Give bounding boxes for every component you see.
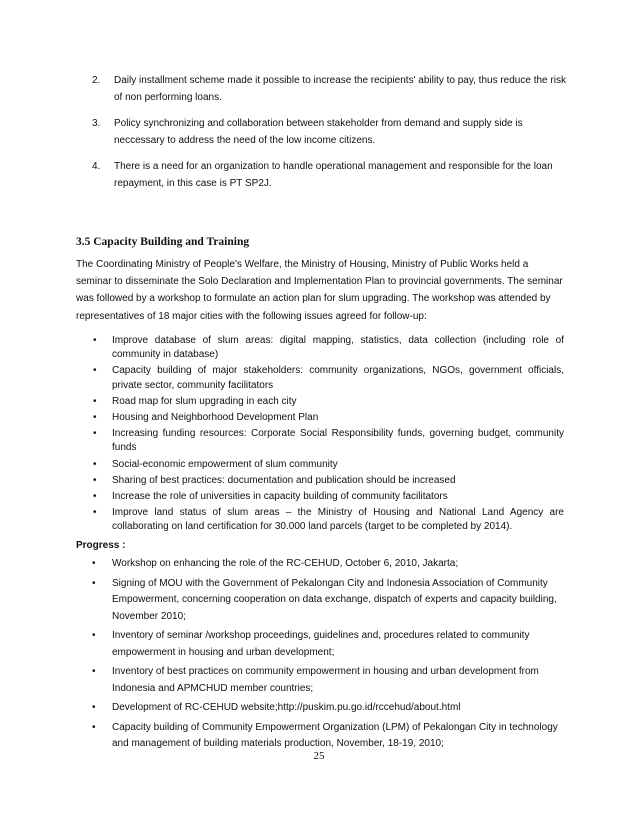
bullet-icon: • [93, 428, 97, 440]
bullet-item [92, 506, 564, 534]
bullet-icon: • [93, 474, 97, 486]
progress-item [92, 556, 562, 573]
bullet-item [92, 474, 564, 488]
bullet-text: Social-economic empowerment of slum community [112, 458, 338, 470]
progress-item [92, 700, 562, 717]
numbered-list [92, 72, 572, 201]
bullet-text: Increasing funding resources: Corporate Social Responsibility funds, governing budget, community funds [112, 428, 564, 454]
progress-text: Workshop on enhancing the role of the RC-CEHUD, October 6, 2010, Jakarta; [112, 558, 459, 569]
item-text: There is a need for an organization to handle operational management and responsible for the loan repayment, in this case is PT SP2J. [114, 161, 553, 189]
bullet-icon: • [93, 412, 97, 424]
bullet-item [92, 395, 564, 409]
progress-list [92, 556, 562, 756]
progress-text: Inventory of seminar /workshop proceedings, guidelines and, procedures related to community empowerment in housing and urban development; [112, 630, 530, 658]
section-heading: 3.5 Capacity Building and Training [76, 236, 250, 248]
bullet-text: Sharing of best practices: documentation and publication should be increased [112, 474, 456, 486]
bullet-text: Road map for slum upgrading in each city [112, 395, 297, 407]
bullet-text: Improve database of slum areas: digital mapping, statistics, data collection (including role of community in database) [112, 335, 564, 361]
numbered-item [92, 115, 572, 149]
bullet-icon: • [92, 630, 96, 641]
progress-item [92, 628, 562, 661]
bullet-item [92, 490, 564, 504]
progress-text: Development of RC-CEHUD website;http://puskim.pu.go.id/rccehud/about.html [112, 702, 461, 713]
bullet-text: Housing and Neighborhood Development Plan [112, 412, 319, 424]
bullet-item [92, 334, 564, 362]
progress-item [92, 664, 562, 697]
progress-item [92, 576, 562, 626]
progress-text: Signing of MOU with the Government of Pekalongan City and Indonesia Association of Community Empowerment, concerning cooperation on data exchange, dispatch of experts and capacity building, November 2010; [112, 577, 557, 622]
item-text: Policy synchronizing and collaboration between stakeholder from demand and supply side is neccessary to address the need of the low income citizens. [114, 118, 523, 146]
bullet-icon: • [93, 365, 97, 377]
item-number: 3. [92, 118, 101, 129]
bullet-item [92, 364, 564, 392]
numbered-item [92, 72, 572, 106]
bullet-icon: • [93, 458, 97, 470]
progress-heading: Progress : [76, 540, 126, 551]
bullet-icon: • [93, 335, 97, 346]
item-number: 4. [92, 161, 101, 172]
bullet-icon: • [92, 666, 96, 677]
bullet-icon: • [92, 702, 96, 713]
bullet-text: Improve land status of slum areas – the Ministry of Housing and National Land Agency are collaborating on land certification for 30.000 land parcels (target to be completed by 2014). [112, 507, 564, 533]
section-paragraph: The Coordinating Ministry of People's Welfare, the Ministry of Housing, Ministry of Public Works held a seminar to disseminate the Solo Declaration and Implementation Plan to provincial governments. The seminar was followed by a workshop to formulate an action plan for slum upgrading. The workshop was attended by representatives of 18 major cities with the following issues agreed for follow-up: [76, 259, 563, 322]
bullet-list [92, 334, 564, 537]
bullet-text: Capacity building of major stakeholders: community organizations, NGOs, government officials, private sector, community facilitators [112, 365, 564, 391]
numbered-item [92, 158, 572, 192]
progress-item [92, 720, 562, 753]
bullet-icon: • [92, 577, 96, 589]
bullet-icon: • [93, 395, 97, 407]
bullet-item [92, 411, 564, 425]
bullet-item [92, 427, 564, 455]
progress-text: Inventory of best practices on community empowerment in housing and urban development from Indonesia and APMCHUD member countries; [112, 666, 539, 694]
bullet-icon: • [92, 721, 96, 733]
bullet-icon: • [93, 491, 97, 503]
bullet-icon: • [92, 558, 96, 569]
progress-text: Capacity building of Community Empowerment Organization (LPM) of Pekalongan City in technology and management of building materials production, November, 18-19, 2010; [112, 721, 558, 749]
bullet-item [92, 458, 564, 472]
item-text: Daily installment scheme made it possible to increase the recipients' ability to pay, thus reduce the risk of non performing loans. [114, 75, 566, 103]
bullet-icon: • [93, 507, 97, 519]
item-number: 2. [92, 75, 101, 86]
bullet-text: Increase the role of universities in capacity building of community facilitators [112, 491, 448, 503]
page-number: 25 [313, 750, 325, 762]
